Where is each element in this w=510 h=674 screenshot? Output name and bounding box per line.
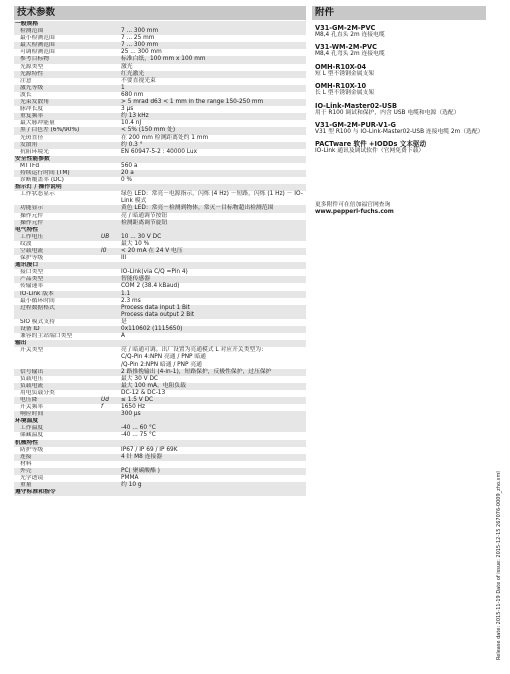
parameter-value: 最大 10 % [121,240,150,247]
parameter-value: 绿色 LED：常亮－电源指示，闪烁 (4 Hz) －短路，闪烁 (1 Hz) － IO-Link 模式 [121,191,303,205]
parameter-name: 操作元件 [14,220,100,227]
technical-data-table [14,21,306,496]
parameter-symbol [100,21,120,28]
table-row [14,461,306,468]
parameter-name: 纹波 [20,240,32,247]
parameter-symbol [100,78,120,85]
parameter-symbol [100,390,120,397]
table-row [14,305,306,319]
parameter-name: 重复频率 [14,113,100,120]
parameter-value: 2.3 ms [121,297,141,304]
accessories-list [312,24,486,156]
accessory-name: PACTware 软件 +IODDs 文本驱动 [315,140,427,149]
parameter-value: 标准白纸，100 mm x 100 mm [120,56,306,63]
parameter-name: 响应时间 [14,411,100,418]
accessory-item [312,43,486,58]
parameter-name: 负载电压 [20,375,44,382]
accessory-name: V31-GM-2M-PUR-V1-G [315,121,396,130]
parameter-value: 黄色 LED：常亮－检测到物体，常灭－目标物超出检测范围 [120,205,306,212]
table-row [14,85,306,92]
table-group-row [14,418,306,425]
parameter-name: 工作温度 [14,425,100,432]
parameter-name: 光源特性 [14,71,100,78]
parameter-value: > 5 mrad d63 < 1 mm in the range 150-250 mm [120,99,306,106]
table-row [14,205,306,212]
parameter-symbol [100,35,120,42]
parameter-value: EN 60947-5-2 : 40000 Lux [121,148,197,155]
table-row [14,170,306,177]
parameter-value: 智能传感器 [120,276,306,283]
accessory-description: IO-Link 通讯及调试软件（官网免费下载） [315,148,425,155]
parameter-value [120,227,306,234]
parameter-symbol [100,454,120,461]
accessory-name: IO-Link-Master02-USB [315,101,398,110]
table-row [14,432,306,439]
accessory-name: OMH-R10X-04 [315,62,367,71]
parameter-symbol: UB [100,234,120,241]
parameter-value: 约 13 kHz [120,113,306,120]
table-row [14,78,306,85]
parameter-value: PMMA [121,475,139,481]
table-group-row [14,227,306,234]
parameter-name: 发散角 [14,142,100,149]
parameter-value: 1 [120,85,306,92]
parameter-name: SIO 模式支持 [20,318,55,325]
parameter-name: 信号输出 [14,369,100,376]
parameter-symbol [100,447,120,454]
technical-data-title: 技术参数 [14,6,306,20]
parameter-value [120,418,306,425]
parameter-symbol: I0 [100,248,120,255]
table-group-row [14,262,306,269]
table-row [14,142,306,149]
table-row [14,135,306,142]
parameter-symbol [100,369,120,376]
parameter-symbol [100,191,120,205]
more-accessories-note [312,202,486,217]
parameter-value: 300 μs [120,411,306,418]
parameter-symbol [100,305,120,319]
parameter-name: 注意 [20,77,32,84]
table-row [14,64,306,71]
table-row [14,411,306,418]
parameter-symbol [100,468,120,475]
parameter-value: 在 200 mm 检测距离处约 1 mm [121,134,209,141]
parameter-name: 遵守标准和指令 [14,489,100,496]
parameter-name: 脉冲长度 [20,106,44,113]
parameter-value: 不要直视光束 [121,77,156,84]
parameter-symbol [100,28,120,35]
parameter-value: IP67 / IP 69 / IP 69K [121,446,178,453]
parameter-name: 最大检测范围 [14,42,100,49]
parameter-value [120,489,306,496]
table-row [14,475,306,482]
parameter-name: 光束发散角 [14,99,100,106]
table-row [14,213,306,220]
table-row [14,298,306,305]
parameter-symbol [100,99,120,106]
parameter-name: 光源类型 [20,63,44,70]
parameter-value [120,262,306,269]
parameter-symbol [100,113,120,120]
parameter-value [120,156,306,163]
table-row [14,163,306,170]
table-group-row [14,156,306,163]
more-accessories-text: 更多附件可在倍加福官网查询 [315,201,391,208]
parameter-name: 过程数据格式 [14,305,100,319]
parameter-symbol [100,298,120,305]
parameter-name: 产品类型 [14,276,100,283]
parameter-name: 检测范围 [14,28,100,35]
parameter-symbol [100,163,120,170]
parameter-symbol [100,411,120,418]
parameter-value: -40 ... 60 °C [120,425,306,432]
table-row [14,255,306,262]
parameter-symbol [100,142,120,149]
parameter-name: 用电负载分类 [20,389,55,396]
parameter-value [120,21,306,28]
parameter-symbol [100,319,120,326]
accessory-name: V31-WM-2M-PVC [315,43,377,52]
parameter-value: 3 μs [121,106,134,113]
website-link[interactable]: www.pepperl-fuchs.com [315,209,394,216]
parameter-name: 通讯接口 [14,262,100,269]
table-row [14,347,306,368]
parameter-symbol [100,291,120,298]
technical-data-column [14,6,306,496]
table-row [14,383,306,390]
parameter-name: 接口类型 [20,269,44,276]
parameter-value: < 5% (150 mm 处) [120,127,306,134]
accessories-title: 附件 [312,6,486,20]
table-row [14,482,306,489]
table-row [14,319,306,326]
parameter-value: A [121,333,125,340]
parameter-symbol [100,241,120,248]
table-row [14,127,306,134]
parameter-value: 0x110602 (1115650) [120,326,306,333]
parameter-value: ≤ 1.5 V DC [120,397,306,404]
parameter-value: 25 ... 300 mm [121,49,162,56]
parameter-value: 亮 / 暗通可调。出厂设置为亮通模式 L 对应开关类型为： C/Q-Pin 4:NPN 亮通 / PNP 暗通 /Q-Pin 2:NPN 暗通 / PNP 亮通 [121,347,267,368]
parameter-name: 重量 [14,482,100,489]
parameter-symbol [100,205,120,212]
accessory-description: 长 L 型不锈钢金属支架 [315,90,375,97]
parameter-value: Process data input 1 Bit Process data output 2 Bit [120,305,306,319]
accessory-description: 用于 R100 调试和保护，内含 USB 电缆和电源（选配） [315,109,460,116]
accessory-name: OMH-R10X-10 [315,82,367,91]
parameter-name: 输出 [14,340,100,347]
table-row [14,42,306,49]
parameter-value: 680 nm [121,91,144,98]
parameter-symbol [100,461,120,468]
parameter-value: 1.1 [120,291,306,298]
parameter-name: 安全性能参数 [14,156,100,163]
table-row [14,425,306,432]
parameter-symbol [100,184,120,191]
parameter-symbol [100,135,120,142]
parameter-name: 机械特性 [14,440,100,447]
parameter-symbol [100,85,120,92]
table-row [14,468,306,475]
parameter-symbol: f [101,404,104,411]
table-row [14,276,306,283]
parameter-symbol [100,262,120,269]
accessory-item [312,102,486,117]
parameter-value: 20 a [120,170,306,177]
parameter-name: 持续运行时间 (TM) [14,170,100,177]
table-row [14,177,306,184]
table-row [14,333,306,340]
parameter-symbol [100,156,120,163]
parameter-symbol [100,213,120,220]
parameter-name: 参考目标物 [14,56,100,63]
parameter-symbol [100,383,120,390]
parameter-symbol [100,340,120,347]
parameter-name: 最小检测范围 [20,35,55,42]
parameter-symbol [100,255,120,262]
parameter-name: IO-Link 版本 [14,291,100,298]
parameter-symbol [100,475,120,482]
parameter-name: MTTFd [20,162,39,169]
table-row [14,326,306,333]
table-row [14,149,306,156]
table-row [14,269,306,276]
parameter-symbol [100,418,120,425]
parameter-symbol [100,283,120,290]
accessory-item [312,121,486,136]
parameter-value: 10 ... 30 V DC [120,234,306,241]
parameter-name: 诊断覆盖率 (DC) [20,177,64,184]
parameter-symbol [100,56,120,63]
table-row [14,241,306,248]
parameter-name: 电气特性 [14,227,100,234]
parameter-name: 设备 ID [14,326,100,333]
parameter-name: 黑 / 白色差 (6%/90%) [14,127,100,134]
parameter-name: 连接 [14,454,100,461]
parameter-symbol [100,71,120,78]
parameter-symbol [100,440,120,447]
parameter-value: 亮 / 暗通调节按钮 [121,212,168,219]
table-row [14,92,306,99]
parameter-symbol [100,425,120,432]
accessory-description: 短 L 型不锈钢金属支架 [315,70,375,77]
parameter-name: 最小循环时间 [20,297,55,304]
parameter-name: 传输速率 [20,283,44,290]
parameter-value: 7 ... 300 mm [120,28,306,35]
parameter-symbol [100,120,120,127]
parameter-value: PC( 聚碳酸酯 ) [120,468,306,475]
parameter-value: 0 % [121,177,133,184]
parameter-symbol [100,42,120,49]
parameter-symbol [100,269,120,276]
parameter-symbol [100,177,120,184]
parameter-symbol [100,170,120,177]
parameter-name: 激光等级 [14,85,100,92]
table-row [14,191,306,205]
parameter-symbol [100,106,120,113]
parameter-name: 可调检测范围 [20,49,55,56]
parameter-symbol [100,64,120,71]
parameter-symbol [100,127,120,134]
parameter-symbol [100,49,120,56]
parameter-value: DC-12 & DC-13 [121,389,166,396]
parameter-symbol [100,376,120,383]
parameter-name: 功能显示 [14,205,100,212]
parameter-symbol [100,347,120,368]
parameter-value: 7 ... 25 mm [121,35,155,42]
table-group-row [14,489,306,496]
parameter-name: 电压降 [14,397,100,404]
table-row [14,71,306,78]
parameter-name: 负载电流 [14,383,100,390]
parameter-symbol: Ud [100,397,120,404]
table-row [14,35,306,42]
accessories-column [312,6,486,217]
accessory-item [312,140,486,155]
table-row [14,369,306,376]
parameter-value: 检测距离调节旋钮 [120,220,306,227]
parameter-value [120,461,306,468]
parameter-name: 空载电流 [14,248,100,255]
parameter-value: -40 ... 75 °C [121,432,156,439]
accessory-item [312,63,486,78]
parameter-symbol [100,92,120,99]
parameter-value: IO-Link(via C/Q =Pin 4) [121,269,188,276]
accessory-name: V31-GM-2M-PVC [315,24,376,32]
table-row [14,56,306,63]
parameter-name: 光学透镜 [20,475,44,481]
parameter-value: 激光 [121,63,133,70]
accessory-description: M8,4 孔直头 2m 连接电缆 [315,32,385,38]
table-row [14,291,306,298]
parameter-value [120,440,306,447]
parameter-value: 最大 30 V DC [121,375,158,382]
table-row [14,404,306,411]
table-row [14,454,306,461]
parameter-value: 约 0.3 ° [120,142,306,149]
parameter-name: 兼容的主站端口类型 [20,333,73,340]
accessory-description: M8,4 孔弯头 2m 连接电缆 [315,51,385,58]
release-info: Release date: 2015-11-19 Date of issue: 2015-12-15 267076-0009_zho.xml [496,471,502,660]
parameter-name: 一般规格 [14,21,100,28]
table-row [14,99,306,106]
parameter-value: 560 a [121,162,138,169]
parameter-name: 开关类型 [20,347,44,354]
parameter-name: 储藏温度 [20,432,44,439]
table-row [14,28,306,35]
table-row [14,220,306,227]
parameter-value: COM 2 (38.4 kBaud) [121,283,180,290]
parameter-value: 最大 100 mA，电阻负载 [120,383,306,390]
parameter-name: 环境温度 [14,418,100,425]
table-row [14,376,306,383]
parameter-name: 保护等级 [20,255,44,262]
parameter-value: 4 针 M8 连接器 [120,454,306,461]
accessory-description: V31 型 R100 与 IO-Link-Master02-USB 连接电缆 2m（选配） [315,129,484,136]
table-row [14,397,306,404]
parameter-name: 最大脉冲能量 [20,120,55,127]
table-row [14,234,306,241]
parameter-name: 开关频率 [20,404,44,411]
parameter-symbol [100,276,120,283]
parameter-symbol [100,326,120,333]
parameter-symbol [100,227,120,234]
parameter-name: 工作状态显示 [20,191,55,198]
parameter-name: 波长 [20,91,32,98]
table-row [14,113,306,120]
parameter-name: 抗阻环境光 [20,148,49,155]
parameter-value: 10.4 nJ [121,120,142,127]
parameter-value: 2 路推挽输出 (4-in-1)，短路保护，反极性保护，过压保护 [120,369,306,376]
parameter-symbol [100,489,120,496]
parameter-value: 7 ... 300 mm [120,42,306,49]
parameter-symbol [100,333,120,340]
table-row [14,248,306,255]
accessory-item [312,24,486,39]
parameter-name: 外壳 [14,468,100,475]
parameter-value: III [121,255,127,262]
parameter-name: 工作电压 [14,234,100,241]
parameter-name: 防护等级 [20,446,44,453]
parameter-value: 约 10 g [120,482,306,489]
parameter-symbol [100,149,120,156]
table-group-row [14,21,306,28]
parameter-symbol [100,220,120,227]
parameter-name: 指示灯 / 操作说明 [14,184,100,191]
parameter-value: 是 [121,318,127,325]
parameter-value: 红光激光 [120,71,306,78]
parameter-symbol [100,432,120,439]
parameter-name: 材料 [20,460,32,467]
table-row [14,447,306,454]
table-row [14,390,306,397]
parameter-value: 1650 Hz [121,404,145,411]
table-row [14,283,306,290]
table-row [14,106,306,113]
parameter-name: 光斑直径 [20,134,44,141]
accessory-item [312,82,486,97]
parameter-name: 操作元件 [20,212,44,219]
parameter-value: < 20 mA 在 24 V 电压 [120,248,306,255]
table-group-row [14,440,306,447]
parameter-symbol [100,482,120,489]
